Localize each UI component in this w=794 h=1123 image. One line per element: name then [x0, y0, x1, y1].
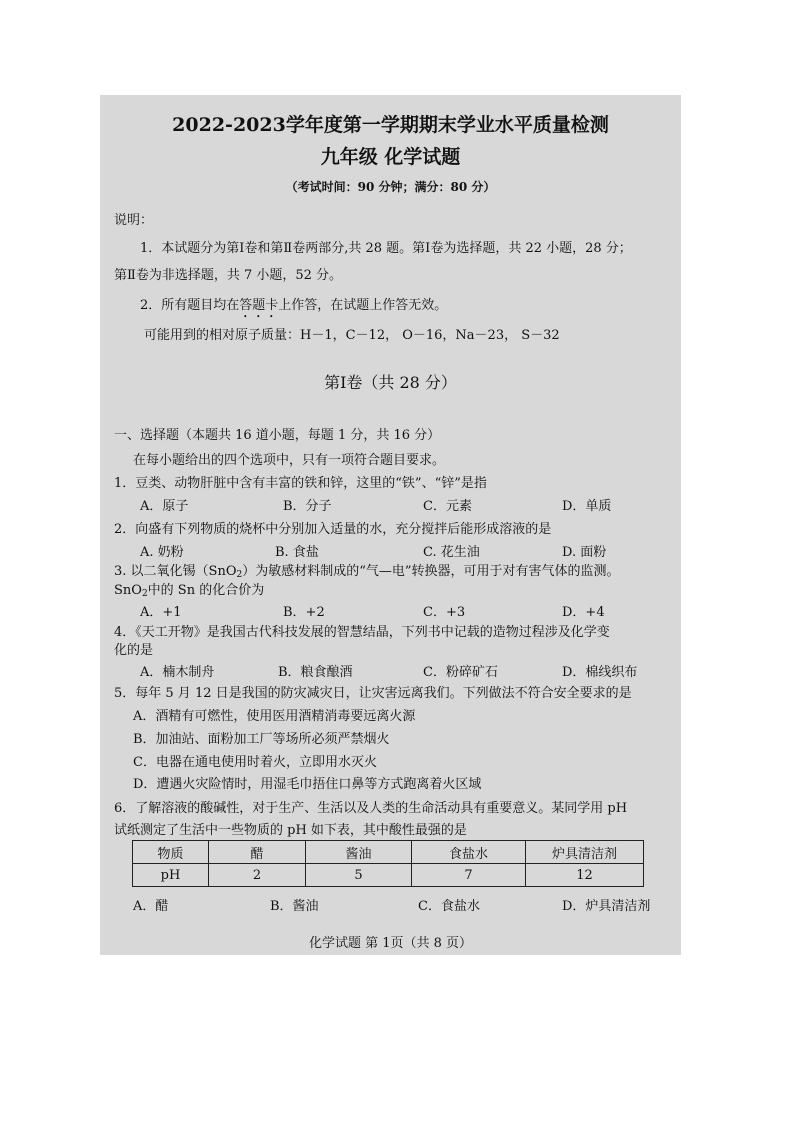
page-footer: 化学试题 第 1页（共 8 页） [308, 936, 473, 951]
ph-table-column: 食盐水 [412, 841, 526, 864]
ph-table-row-header: 物质 [133, 841, 209, 864]
ph-table-header-row [133, 841, 644, 864]
ph-table-column: 炉具清洁剂 [526, 841, 644, 864]
question-4-option-d: D．棉线织布 [562, 665, 638, 680]
ph-table-cell: 7 [412, 864, 526, 887]
ph-table-column: 醋 [209, 841, 306, 864]
question-4-stem-line2: 化的是 [114, 643, 154, 658]
ph-table-column: 酱油 [306, 841, 412, 864]
part1-title: 第Ⅰ卷（共 28 分） [324, 373, 457, 392]
question-1-option-d: D．单质 [562, 499, 612, 514]
instruction-item-2 [140, 298, 447, 321]
instructions-heading: 说明： [114, 213, 154, 228]
atomic-masses: 可能用到的相对原子质量：H－1，C－12， O－16，Na－23， S－32 [144, 328, 560, 343]
question-3-stem-sub: 2 [236, 570, 243, 580]
section-heading: 一、选择题（本题共 16 道小题，每题 1 分，共 16 分） [114, 428, 441, 443]
question-5-option-a: A．酒精有可燃性，使用医用酒精消毒要远离火源 [133, 709, 416, 724]
question-3-stem [114, 564, 620, 580]
exam-info: （考试时间：90 分钟；满分：80 分） [285, 180, 496, 194]
instruction-item-2-pre: 2．所有题目均在 [140, 298, 240, 313]
question-6-option-c: C．食盐水 [418, 899, 480, 914]
question-4-option-a: A．楠木制舟 [140, 665, 215, 680]
question-3-stem-post: ）为敏感材料制成的“气—电”转换器，可用于对有害气体的监测。 [242, 564, 620, 579]
question-1-option-a: A．原子 [140, 499, 189, 514]
question-5-option-b: B．加油站、面粉加工厂等场所必须严禁烟火 [133, 732, 390, 747]
instruction-item-2-post: 上作答，在试题上作答无效。 [278, 298, 448, 313]
question-4-option-b: B．粮食酿酒 [278, 665, 353, 680]
question-6-option-d: D．炉具清洁剂 [562, 899, 651, 914]
question-2-stem: 2．向盛有下列物质的烧杯中分别加入适量的水，充分搅拌后能形成溶液的是 [114, 522, 552, 537]
question-4-option-c: C．粉碎矿石 [423, 665, 498, 680]
question-3-stem-pre: 3. 以二氧化锡（SnO [114, 564, 237, 579]
question-3-line2-sub: 2 [141, 589, 148, 599]
question-2-option-b: B. 食盐 [275, 545, 319, 560]
question-3-line2-post: 中的 Sn 的化合价为 [147, 583, 265, 598]
exam-page [100, 95, 681, 955]
ph-table-cell: 2 [209, 864, 306, 887]
question-5-stem: 5．每年 5 月 12 日是我国的防灾减灾日，让灾害远离我们。下列做法不符合安全要求的是 [114, 686, 632, 701]
question-1-stem: 1．豆类、动物肝脏中含有丰富的铁和锌，这里的“铁”、“锌”是指 [114, 476, 487, 491]
question-4-stem-line1: 4．《天工开物》是我国古代科技发展的智慧结晶，下列书中记载的造物过程涉及化学变 [114, 625, 610, 640]
question-3-option-d: D．+4 [562, 605, 605, 620]
question-3-option-c: C．+3 [423, 605, 466, 620]
question-3-option-a: A．+1 [140, 605, 182, 620]
question-5-option-d: D．遭遇火灾险情时，用湿毛巾捂住口鼻等方式跑离着火区域 [133, 777, 482, 792]
instruction-item-1-line2: 第Ⅱ卷为非选择题，共 7 小题，52 分。 [114, 268, 343, 283]
ph-table-cell: 12 [526, 864, 644, 887]
question-5-option-c: C．电器在通电使用时着火，立即用水灭火 [133, 755, 377, 770]
ph-table-value-row [133, 864, 644, 887]
exam-subtitle: 九年级 化学试题 [320, 146, 461, 168]
section-note: 在每小题给出的四个选项中，只有一项符合题目要求。 [133, 453, 446, 468]
answer-sheet-emphasis: 答题卡 [239, 298, 279, 313]
exam-title: 2022-2023学年度第一学期期末学业水平质量检测 [172, 114, 609, 136]
question-3-line2-pre: SnO [114, 583, 142, 598]
instruction-item-1-line1: 1．本试题分为第Ⅰ卷和第Ⅱ卷两部分,共 28 题。第Ⅰ卷为选择题，共 22 小题，28 分； [140, 241, 632, 256]
question-6-stem-line1: 6．了解溶液的酸碱性，对于生产、生活以及人类的生命活动具有重要意义。某同学用 pH [114, 801, 628, 816]
question-2-option-a: A. 奶粉 [140, 545, 184, 560]
question-6-stem-line2: 试纸测定了生活中一些物质的 pH 如下表，其中酸性最强的是 [114, 823, 467, 838]
question-2-option-c: C. 花生油 [423, 545, 480, 560]
question-1-option-c: C．元素 [423, 499, 472, 514]
question-3-option-b: B．+2 [283, 605, 325, 620]
question-6-option-a: A．醋 [133, 899, 169, 914]
ph-table-row-header: pH [133, 864, 209, 887]
question-2-option-d: D. 面粉 [562, 545, 607, 560]
question-6-option-b: B．酱油 [270, 899, 319, 914]
question-3-line2 [114, 583, 264, 599]
ph-table [132, 840, 644, 887]
question-1-option-b: B．分子 [283, 499, 332, 514]
ph-table-cell: 5 [306, 864, 412, 887]
